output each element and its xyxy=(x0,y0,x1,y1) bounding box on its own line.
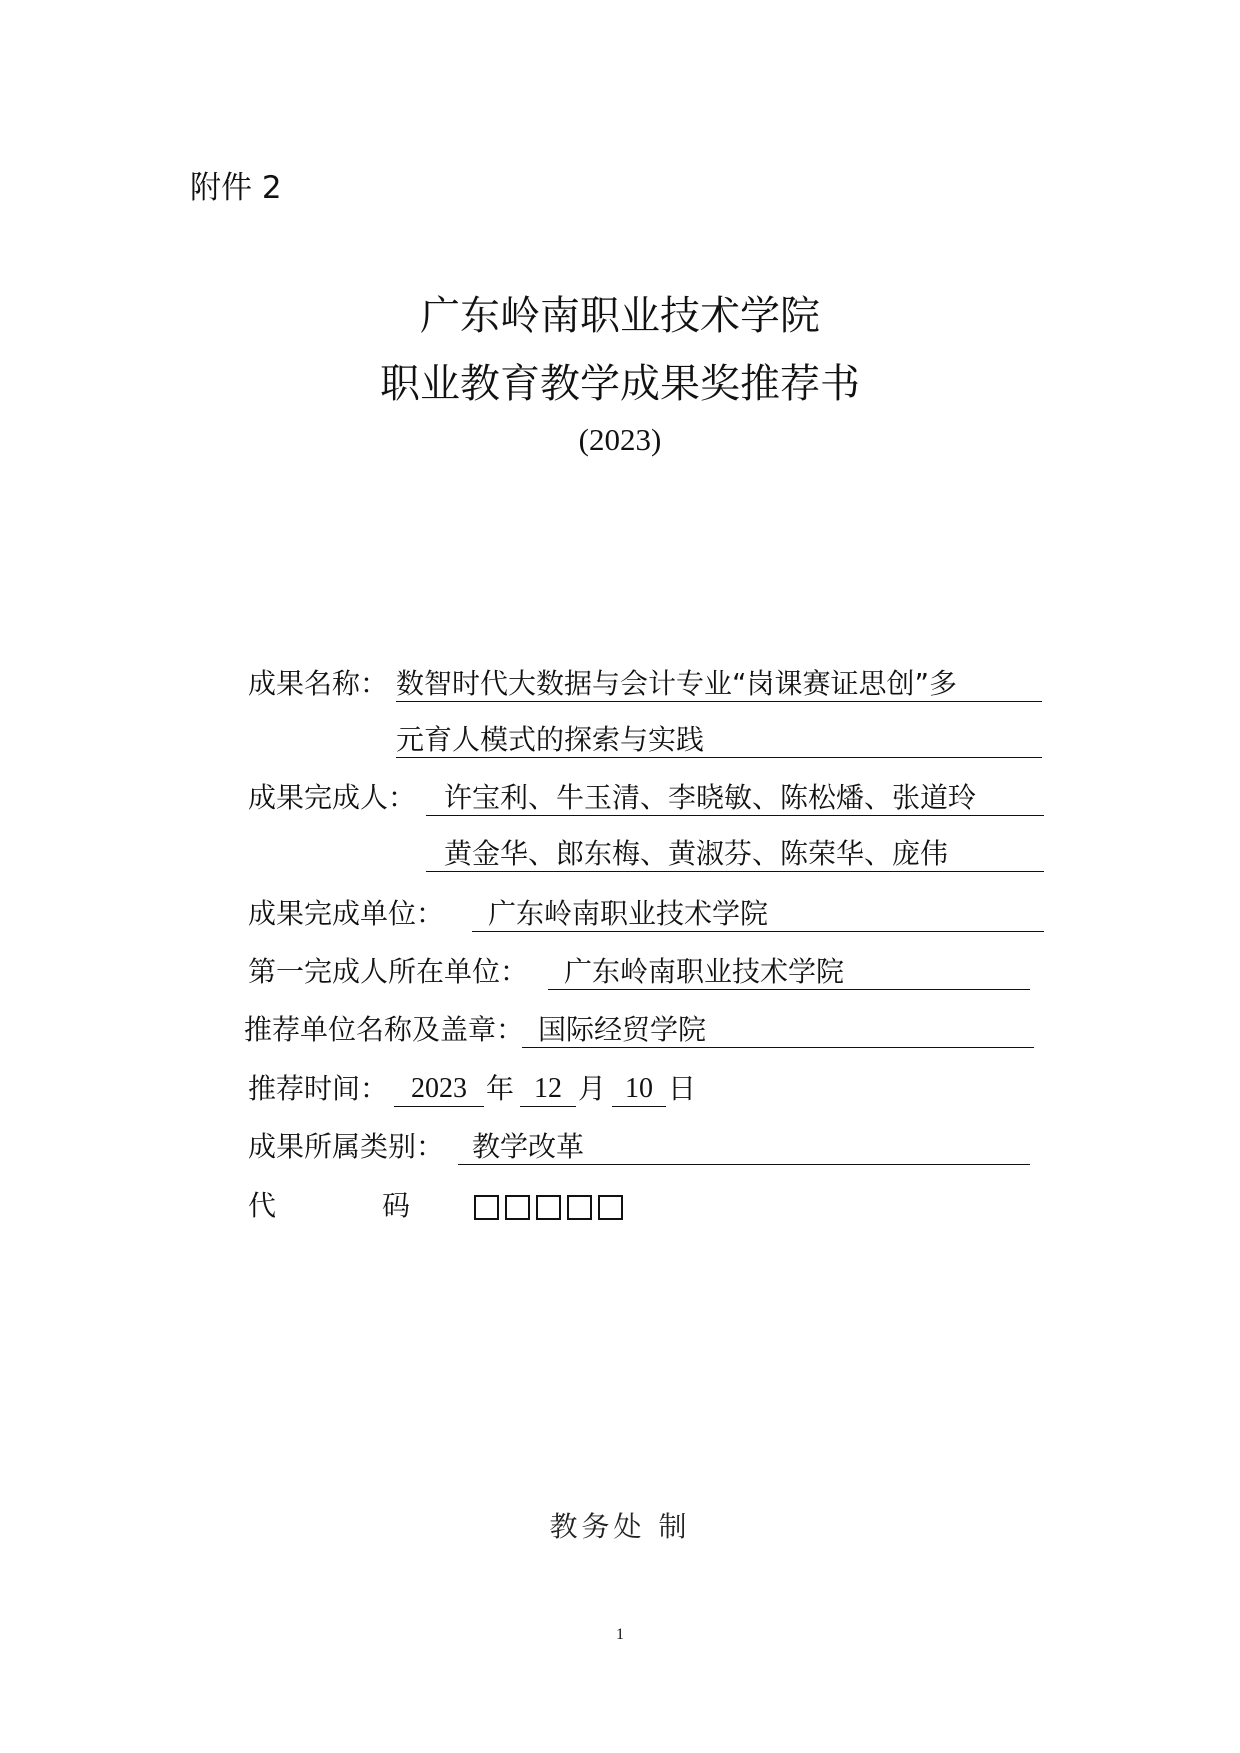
recommend-date-label: 推荐时间： xyxy=(248,1072,389,1105)
achievement-name-label: 成果名称： xyxy=(248,667,389,700)
code-box xyxy=(567,1195,592,1220)
completers-label: 成果完成人： xyxy=(248,781,417,814)
completing-unit-value: 广东岭南职业技术学院 xyxy=(472,894,1044,932)
document-title: 职业教育教学成果奖推荐书 xyxy=(380,361,860,407)
first-completer-unit-label: 第一完成人所在单位： xyxy=(248,955,529,988)
code-label-char2: 码 xyxy=(382,1189,411,1222)
first-completer-unit-value: 广东岭南职业技术学院 xyxy=(548,952,1030,990)
recommend-date-year-unit: 年 xyxy=(486,1072,515,1105)
completers-line1: 许宝利、牛玉清、李晓敏、陈松燔、张道玲 xyxy=(426,778,1044,816)
code-label-char1: 代 xyxy=(248,1189,277,1222)
recommend-date-month: 12 xyxy=(520,1069,576,1107)
page-number: 1 xyxy=(616,1626,624,1643)
code-boxes xyxy=(474,1186,629,1226)
document-year: (2023) xyxy=(578,422,662,457)
code-box xyxy=(536,1195,561,1220)
recommend-date-day: 10 xyxy=(612,1069,666,1107)
achievement-name-line1: 数智时代大数据与会计专业“岗课赛证思创”多 xyxy=(396,664,1042,702)
recommender-unit-label: 推荐单位名称及盖章： xyxy=(244,1013,525,1046)
code-box xyxy=(505,1195,530,1220)
completers-line2: 黄金华、郎东梅、黄淑芬、陈荣华、庞伟 xyxy=(426,834,1044,872)
code-box xyxy=(474,1195,499,1220)
category-label: 成果所属类别： xyxy=(248,1130,445,1163)
achievement-name-line2: 元育人模式的探索与实践 xyxy=(396,720,1042,758)
completing-unit-label: 成果完成单位： xyxy=(248,897,445,930)
recommend-date-month-unit: 月 xyxy=(578,1072,607,1105)
document-title-institution: 广东岭南职业技术学院 xyxy=(420,293,820,339)
issuer: 教务处 制 xyxy=(549,1510,691,1543)
attachment-label: 附件 2 xyxy=(190,170,282,206)
recommender-unit-value: 国际经贸学院 xyxy=(522,1010,1034,1048)
code-box xyxy=(598,1195,623,1220)
category-value: 教学改革 xyxy=(458,1127,1030,1165)
recommend-date-day-unit: 日 xyxy=(668,1072,697,1105)
recommend-date-year: 2023 xyxy=(394,1069,484,1107)
